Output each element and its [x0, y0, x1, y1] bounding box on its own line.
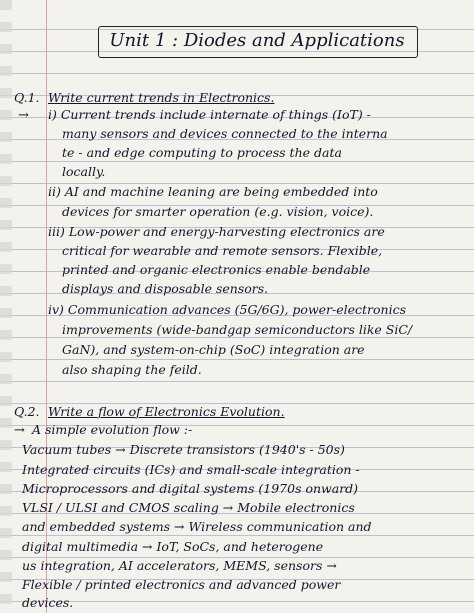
q2-line-4: Microprocessors and digital systems (1970s onward) [22, 481, 359, 496]
q1-line-2: many sensors and devices connected to the interna [62, 126, 388, 141]
q2-line-8: us integration, AI accelerators, MEMS, sensors → [22, 558, 337, 573]
q2-label: Q.2. [14, 404, 40, 419]
q1-line-1: i) Current trends include internate of things (IoT) - [48, 107, 371, 122]
q2-line-6: and embedded systems → Wireless communication and [22, 519, 372, 534]
q1-line-4: locally. [62, 164, 106, 179]
q2-line-3: Integrated circuits (ICs) and small-scale integration - [22, 462, 360, 477]
right-arrow-icon: → [14, 423, 25, 438]
q1-line-11: iv) Communication advances (5G/6G), power-electronics [48, 302, 407, 317]
q1-label: Q.1. [14, 90, 40, 105]
q1-question: Write current trends in Electronics. [48, 90, 275, 105]
q1-line-7: iii) Low-power and energy-harvesting electronics are [48, 224, 385, 239]
q1-line-14: also shaping the feild. [62, 362, 202, 377]
q1-line-5: ii) AI and machine leaning are being embedded into [48, 184, 378, 199]
q1-line-6: devices for smarter operation (e.g. vision, voice). [62, 204, 374, 219]
page-title: Unit 1 : Diodes and Applications [109, 30, 405, 51]
right-arrow-icon: → [18, 108, 29, 123]
q2-line-7: digital multimedia → IoT, SoCs, and heterogene [22, 539, 324, 554]
q1-line-12: improvements (wide-bandgap semiconductors like SiC/ [62, 322, 413, 337]
spiral-binding [0, 0, 12, 613]
q2-line-5: VLSI / ULSI and CMOS scaling → Mobile electronics [22, 500, 355, 515]
q2-line-10: devices. [22, 595, 74, 610]
q1-line-8: critical for wearable and remote sensors. Flexible, [62, 243, 383, 258]
q1-line-3: te - and edge computing to process the data [62, 145, 342, 160]
q1-line-13: GaN), and system-on-chip (SoC) integration are [62, 342, 365, 357]
q2-line-1: A simple evolution flow :- [32, 422, 193, 437]
q1-line-9: printed and organic electronics enable bendable [62, 262, 371, 277]
q2-line-2: Vacuum tubes → Discrete transistors (1940's - 50s) [22, 442, 345, 457]
q2-question: Write a flow of Electronics Evolution. [48, 404, 285, 419]
q1-line-10: displays and disposable sensors. [62, 281, 269, 296]
q2-line-9: Flexible / printed electronics and advanced power [22, 577, 341, 592]
